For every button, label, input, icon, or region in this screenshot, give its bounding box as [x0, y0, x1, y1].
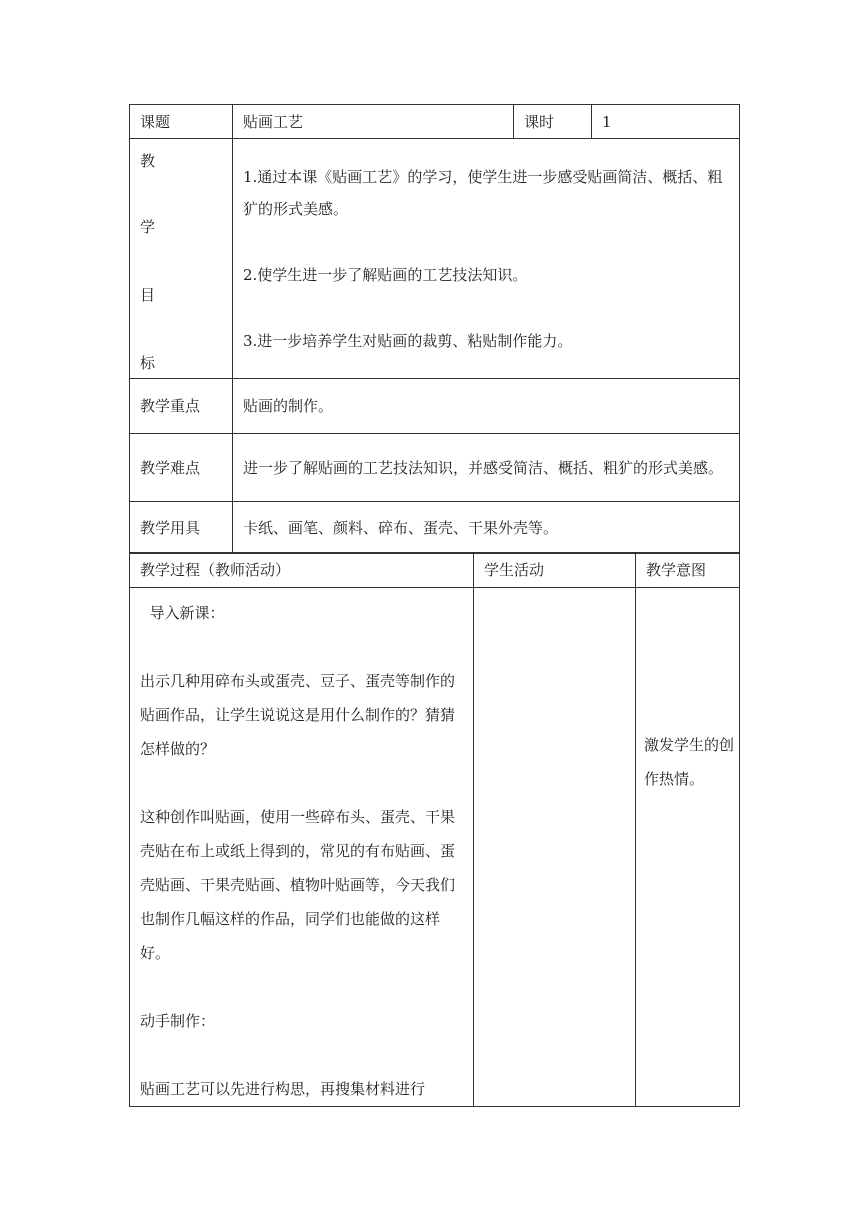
intro-heading: 导入新课： [140, 604, 225, 622]
tools-text: 卡纸、画笔、颜料、碎布、蛋壳、干果外壳等。 [233, 502, 740, 554]
difficulty-text: 进一步了解贴画的工艺技法知识，并感受简洁、概括、粗犷的形式美感。 [233, 434, 740, 502]
objectives-content [233, 139, 740, 379]
topic-label: 课题 [130, 105, 233, 139]
make-heading: 动手制作： [140, 1012, 216, 1030]
process-body-row [130, 588, 740, 1107]
objective-item: 2.使学生进一步了解贴画的工艺技法知识。 [243, 266, 528, 284]
teacher-activity-header: 教学过程（教师活动） [130, 553, 474, 588]
tools-row [130, 502, 740, 554]
tools-label: 教学用具 [130, 502, 233, 554]
teaching-intent-header: 教学意图 [636, 553, 740, 588]
difficulty-label: 教学难点 [130, 434, 233, 502]
period-label: 课时 [514, 105, 592, 139]
teacher-activity-cell [130, 588, 474, 1107]
topic-value: 贴画工艺 [233, 105, 514, 139]
process-header-row [130, 553, 740, 588]
key-point-label: 教学重点 [130, 379, 233, 434]
difficulty-row [130, 434, 740, 502]
key-point-text: 贴画的制作。 [233, 379, 740, 434]
objectives-label [130, 139, 233, 379]
objectives-label-char: 学 [140, 218, 156, 236]
intro-paragraph: 这种创作叫贴画，使用一些碎布头、蛋壳、干果壳贴在布上或纸上得到的，常见的有布贴画、蛋壳贴画、干果壳贴画、植物叶贴画等，今天我们也制作几幅这样的作品，同学们也能做的这样好。 [140, 808, 456, 962]
topic-row [130, 105, 740, 139]
objective-item: 3.进一步培养学生对贴画的裁剪、粘贴制作能力。 [243, 332, 573, 350]
lesson-info-table [129, 104, 740, 554]
objectives-label-char: 教 [140, 152, 156, 170]
objective-item: 1.通过本课《贴画工艺》的学习，使学生进一步感受贴画简洁、概括、粗犷的形式美感。 [243, 168, 723, 218]
student-activity-header: 学生活动 [474, 553, 636, 588]
teaching-intent-cell: 激发学生的创作热情。 [636, 588, 740, 1107]
key-point-row [130, 379, 740, 434]
intro-paragraph: 出示几种用碎布头或蛋壳、豆子、蛋壳等制作的贴画作品，让学生说说这是用什么制作的？猜猜怎样做的？ [140, 672, 456, 758]
process-table [129, 552, 740, 1107]
objectives-row [130, 139, 740, 379]
objectives-label-char: 目 [140, 286, 156, 304]
student-activity-cell [474, 588, 636, 1107]
objectives-label-char: 标 [140, 354, 156, 372]
make-paragraph: 贴画工艺可以先进行构思，再搜集材料进行 [140, 1080, 426, 1098]
period-value: 1 [592, 105, 740, 139]
